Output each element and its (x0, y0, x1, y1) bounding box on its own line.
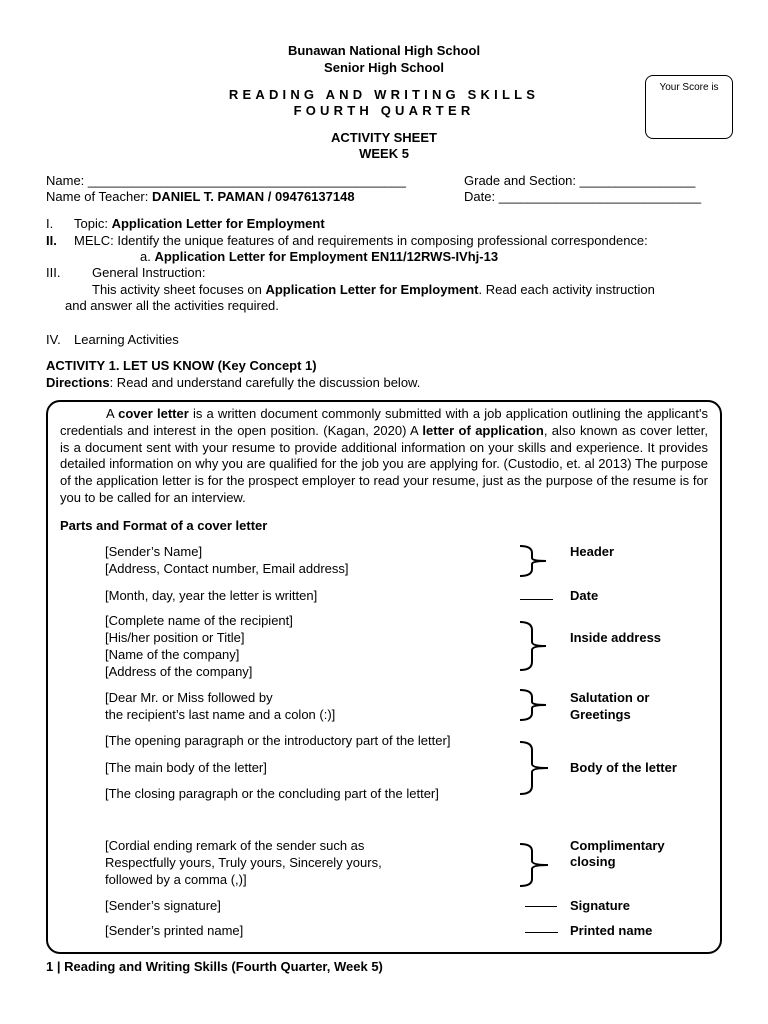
melc-item (140, 249, 498, 264)
teacher-field (46, 189, 355, 204)
comp-line2: Respectfully yours, Truly yours, Sincerely yours, (105, 855, 382, 870)
teacher-label: Name of Teacher: (46, 189, 149, 204)
grade-field (464, 173, 695, 188)
la-label: Learning Activities (74, 332, 179, 347)
directions (46, 375, 420, 390)
grade-label: Grade and Section: (464, 173, 577, 188)
date-label: Date: (464, 189, 496, 204)
header-line2: [Address, Contact number, Email address] (105, 561, 349, 576)
printed-line1: [Sender’s printed name] (105, 923, 244, 938)
comp-brace (518, 842, 552, 888)
body-line3: [The closing paragraph or the concluding part of the letter] (105, 786, 439, 801)
inside-line4: [Address of the company] (105, 664, 253, 679)
parts-title: Parts and Format of a cover letter (60, 518, 268, 533)
header-line1: [Sender’s Name] (105, 544, 203, 559)
inside-label: Inside address (570, 630, 662, 645)
sheet-title: ACTIVITY SHEET (331, 130, 437, 145)
gi-number: III. (46, 265, 61, 280)
directions-text: : Read and understand carefully the discussion below. (109, 375, 421, 390)
header-label: Header (570, 544, 615, 559)
gi-line2: and answer all the activities required. (65, 298, 279, 313)
date-line: ____________________________ (498, 189, 702, 204)
directions-label: Directions (46, 375, 110, 390)
inside-brace (518, 620, 550, 672)
salutation-line1: [Dear Mr. or Miss followed by (105, 690, 273, 705)
melc-item-prefix: a. (140, 249, 151, 264)
printed-rule (525, 932, 558, 933)
date-part-label: Date (570, 588, 599, 603)
name-field (46, 173, 406, 188)
school-level: Senior High School (324, 60, 444, 75)
signature-line1: [Sender’s signature] (105, 898, 221, 913)
topic-number: I. (46, 216, 54, 231)
topic-line (74, 216, 325, 231)
header-brace (518, 544, 550, 578)
salutation-line2: the recipient’s last name and a colon (:)] (105, 707, 336, 722)
topic-label: Topic: (74, 216, 108, 231)
melc-text: MELC: Identify the unique features of and requirements in composing professional correspondence: (74, 233, 648, 248)
para-a: A (106, 406, 114, 421)
signature-rule (525, 906, 557, 907)
gi-post: . Read each activity instruction (478, 282, 655, 297)
school-name: Bunawan National High School (287, 43, 481, 58)
teacher-value: DANIEL T. PAMAN / 09476137148 (152, 189, 355, 204)
discussion-paragraph (60, 406, 708, 507)
melc-item-text: Application Letter for Employment EN11/12RWS-IVhj-13 (154, 249, 499, 264)
score-label: Your Score is (659, 82, 719, 93)
salutation-label2: Greetings (570, 707, 631, 722)
la-number: IV. (46, 332, 61, 347)
gi-pre: This activity sheet focuses on (92, 282, 262, 297)
page-footer: 1 | Reading and Writing Skills (Fourth Quarter, Week 5) (46, 959, 383, 974)
melc-number: II. (46, 233, 57, 248)
printed-label: Printed name (570, 923, 653, 938)
week-title: WEEK 5 (359, 146, 409, 161)
para-b: is a written document commonly submitted with a job application outlining the applicant's credentials and interest in the open position. (Kagan, 2020) A (60, 406, 708, 438)
date-rule (520, 599, 553, 600)
comp-line1: [Cordial ending remark of the sender such as (105, 838, 365, 853)
inside-line1: [Complete name of the recipient] (105, 613, 293, 628)
activity-title: ACTIVITY 1. LET US KNOW (Key Concept 1) (46, 358, 317, 373)
comp-label2: closing (570, 854, 616, 869)
para-c: , also known as cover letter, is a document sent with your resume to provide additional information on your skills and experience. It provides detailed information on why you are qualified for the job you are applying for. (Custodio, et. al 2013) The purpose of the application letter is for the prospect employer to read your resume, just as the purpose of the resume is for you to be called for an interview. (60, 422, 709, 505)
gi-label: General Instruction: (92, 265, 206, 280)
comp-line3: followed by a comma (,)] (105, 872, 247, 887)
body-brace (518, 740, 552, 796)
body-line1: [The opening paragraph or the introductory part of the letter] (105, 733, 451, 748)
term-letter-of-application: letter of application (422, 422, 544, 438)
salutation-brace (518, 688, 550, 722)
signature-label: Signature (570, 898, 630, 913)
score-box (645, 75, 733, 139)
name-label: Name: (46, 173, 85, 188)
comp-label1: Complimentary (570, 838, 665, 853)
body-line2: [The main body of the letter] (105, 760, 267, 775)
inside-line3: [Name of the company] (105, 647, 240, 662)
body-label: Body of the letter (570, 760, 677, 775)
name-line: ____________________________________________ (87, 173, 407, 188)
inside-line2: [His/her position or Title] (105, 630, 245, 645)
term-cover-letter: cover letter (118, 406, 189, 421)
date-line1: [Month, day, year the letter is written] (105, 588, 318, 603)
gi-line1 (92, 282, 655, 297)
grade-line: ________________ (579, 173, 696, 188)
salutation-label1: Salutation or (570, 690, 650, 705)
quarter-title: FOURTH QUARTER (293, 103, 475, 118)
topic-value: Application Letter for Employment (111, 216, 325, 231)
subject-title: READING AND WRITING SKILLS (228, 87, 540, 102)
date-field (464, 189, 701, 204)
gi-bold: Application Letter for Employment (265, 282, 479, 297)
